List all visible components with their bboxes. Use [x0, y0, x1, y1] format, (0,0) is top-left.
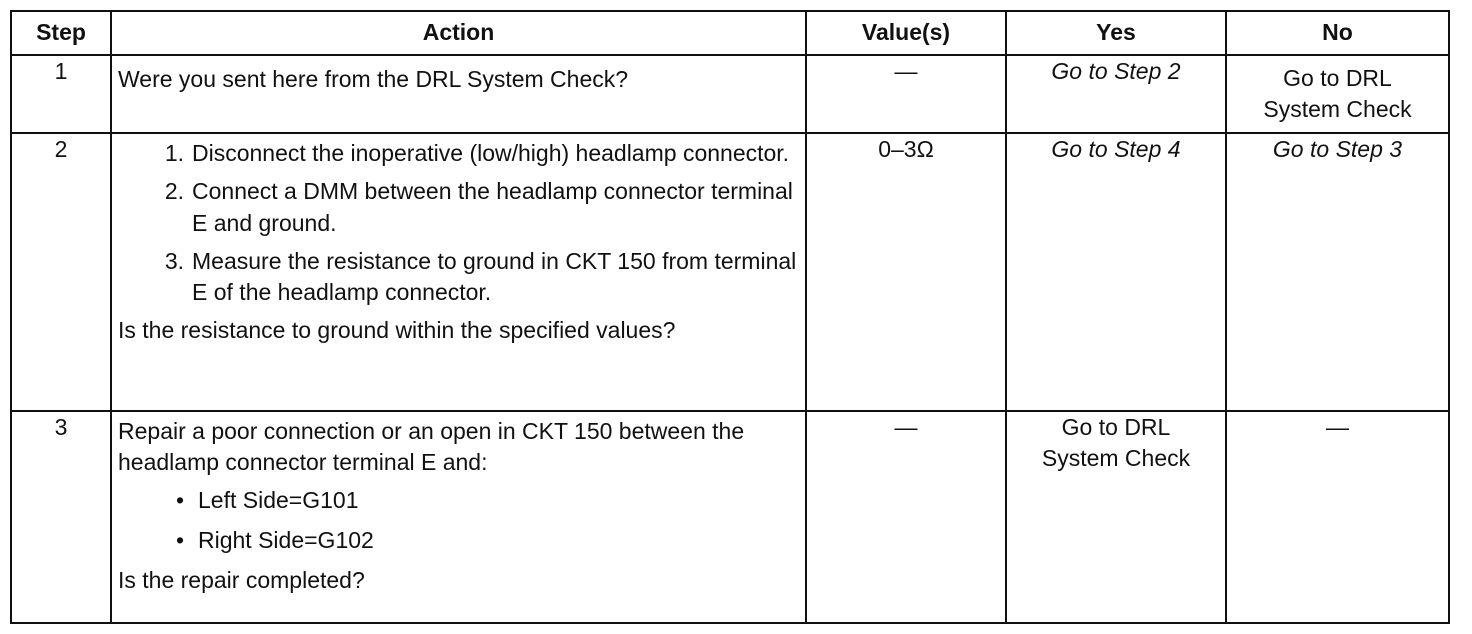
list-item [118, 246, 799, 309]
value-text: — [894, 414, 918, 440]
no-cell [1226, 55, 1449, 133]
no-text-line2: System Check [1263, 96, 1412, 122]
table-row [11, 55, 1449, 133]
header-row [11, 11, 1449, 55]
header-values: Value(s) [806, 11, 1006, 55]
question-text: Is the repair completed? [118, 567, 365, 594]
substep-number: 3. [164, 247, 184, 274]
no-text: — [1326, 414, 1349, 440]
bullet-text: Right Side=G102 [198, 526, 374, 553]
yes-text-line1: Go to DRL [1061, 414, 1171, 440]
step-number: 1 [11, 55, 111, 133]
value-text: 0–3Ω [878, 136, 934, 162]
no-text: Go to Step 3 [1272, 136, 1403, 162]
table-row [11, 133, 1449, 411]
action-cell [111, 411, 806, 623]
question-text: Is the resistance to ground within the specified values? [118, 317, 676, 344]
bullet-icon: • [175, 526, 184, 553]
substep-list [118, 138, 799, 308]
action-text: Were you sent here from the DRL System Check? [118, 66, 629, 92]
action-cell [111, 133, 806, 411]
list-item [118, 525, 799, 556]
header-step: Step [11, 11, 111, 55]
header-no: No [1226, 11, 1449, 55]
bullet-text: Left Side=G101 [198, 486, 359, 513]
table-row [11, 411, 1449, 623]
list-item [118, 176, 799, 239]
diagnostic-table [10, 10, 1450, 624]
header-yes: Yes [1006, 11, 1226, 55]
substep-number: 2. [164, 178, 184, 205]
header-action: Action [111, 11, 806, 55]
value-cell [806, 133, 1006, 411]
yes-cell [1006, 411, 1226, 623]
bullet-list [118, 485, 799, 557]
step-number: 3 [11, 411, 111, 623]
substep-text: Measure the resistance to ground in CKT 150 from terminal E of the headlamp connector. [192, 247, 797, 306]
yes-text: Go to Step 2 [1051, 58, 1181, 84]
value-cell [806, 411, 1006, 623]
action-text: Repair a poor connection or an open in CKT 150 between the headlamp connector terminal E and: [118, 418, 745, 476]
value-text: — [894, 58, 918, 84]
action-cell [111, 55, 806, 133]
step-number: 2 [11, 133, 111, 411]
value-cell [806, 55, 1006, 133]
list-item [118, 485, 799, 516]
yes-cell [1006, 133, 1226, 411]
list-item [118, 138, 799, 169]
yes-text: Go to Step 4 [1051, 136, 1181, 162]
no-cell [1226, 411, 1449, 623]
no-text-line1: Go to DRL [1283, 64, 1392, 91]
yes-text-line2: System Check [1041, 445, 1191, 472]
substep-text: Disconnect the inoperative (low/high) headlamp connector. [192, 140, 790, 166]
bullet-icon: • [175, 486, 184, 513]
substep-number: 1. [164, 140, 184, 166]
no-cell [1226, 133, 1449, 411]
yes-cell [1006, 55, 1226, 133]
substep-text: Connect a DMM between the headlamp connector terminal E and ground. [192, 178, 793, 236]
